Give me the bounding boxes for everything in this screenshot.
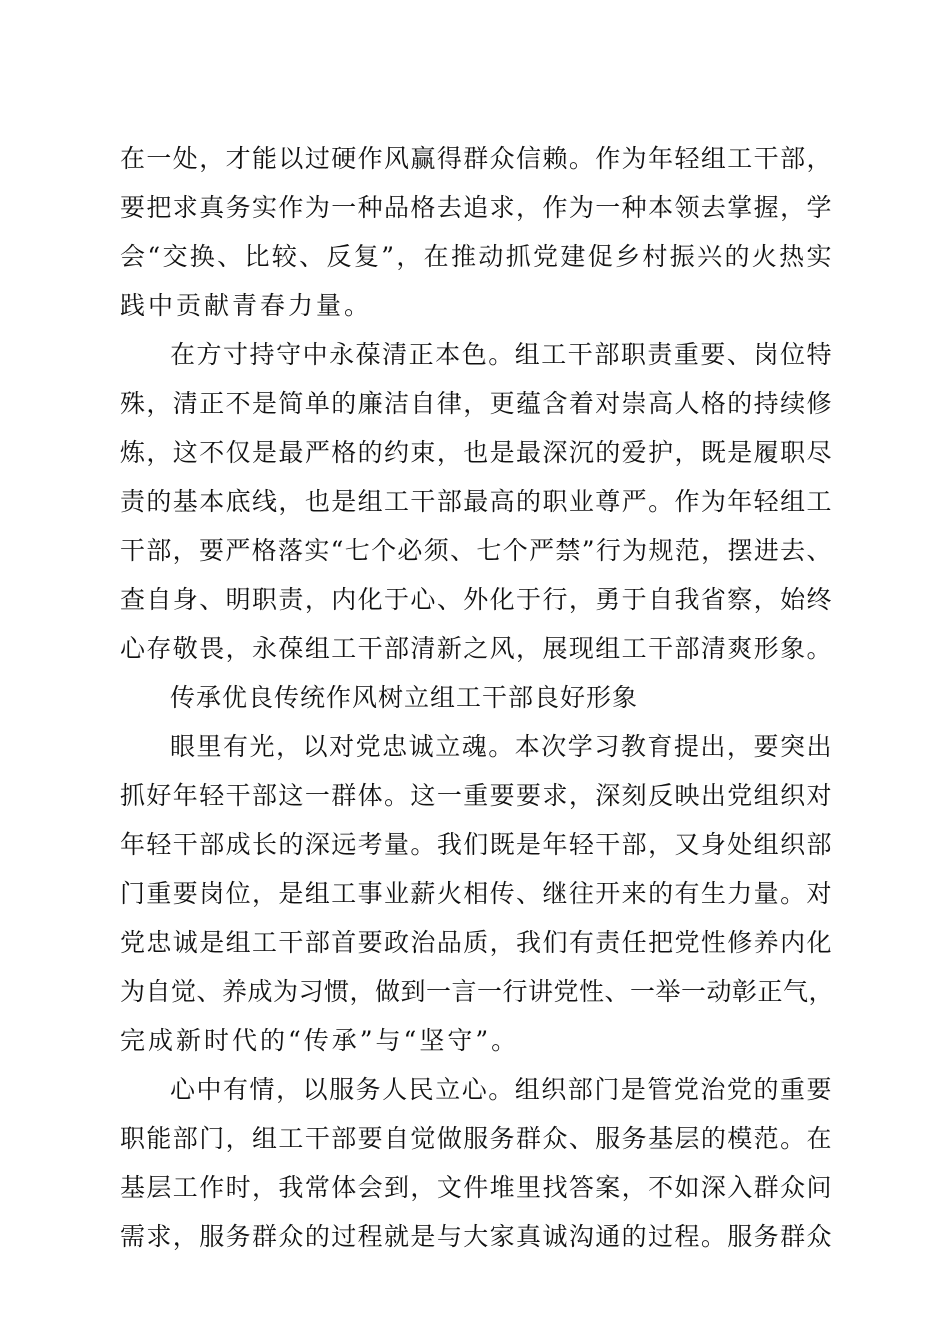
text-line: 责的基本底线，也是组工干部最高的职业尊严。作为年轻组工 [120,487,832,516]
text-line: 需求，服务群众的过程就是与大家真诚沟通的过程。服务群众 [120,1222,832,1251]
text-line: 炼，这不仅是最严格的约束，也是最深沉的爱护，既是履职尽 [120,438,832,467]
text-line: 查自身、明职责，内化于心、外化于行，勇于自我省察，始终 [120,585,832,614]
text-line: 完成新时代的“传承”与“坚守”。 [120,1026,520,1055]
section-heading: 传承优良传统作风树立组工干部良好形象 [170,683,639,712]
paragraph-first-line: 心中有情，以服务人民立心。组织部门是管党治党的重要 [170,1075,832,1104]
text-line: 抓好年轻干部这一群体。这一重要要求，深刻反映出党组织对 [120,781,832,810]
text-line: 门重要岗位，是组工事业薪火相传、继往开来的有生力量。对 [120,879,832,908]
text-line: 要把求真务实作为一种品格去追求，作为一种本领去掌握，学 [120,193,832,222]
text-line: 心存敬畏，永葆组工干部清新之风，展现组工干部清爽形象。 [120,634,832,663]
text-line: 年轻干部成长的深远考量。我们既是年轻干部，又身处组织部 [120,830,832,859]
text-line: 践中贡献青春力量。 [120,291,373,320]
text-line: 职能部门，组工干部要自觉做服务群众、服务基层的模范。在 [120,1124,832,1153]
text-line: 在一处，才能以过硬作风赢得群众信赖。作为年轻组工干部， [120,144,832,173]
text-line: 党忠诚是组工干部首要政治品质，我们有责任把党性修养内化 [120,928,832,957]
text-line: 干部，要严格落实“七个必须、七个严禁”行为规范，摆进去、 [120,536,832,565]
text-line: 为自觉、养成为习惯，做到一言一行讲党性、一举一动彰正气， [120,977,835,1006]
text-line: 会“交换、比较、反复”，在推动抓党建促乡村振兴的火热实 [120,242,832,271]
paragraph-first-line: 在方寸持守中永葆清正本色。组工干部职责重要、岗位特 [170,340,832,369]
text-line: 基层工作时，我常体会到，文件堆里找答案，不如深入群众问 [120,1173,832,1202]
text-line: 殊，清正不是简单的廉洁自律，更蕴含着对崇高人格的持续修 [120,389,832,418]
paragraph-first-line: 眼里有光，以对党忠诚立魂。本次学习教育提出，要突出 [170,732,832,761]
